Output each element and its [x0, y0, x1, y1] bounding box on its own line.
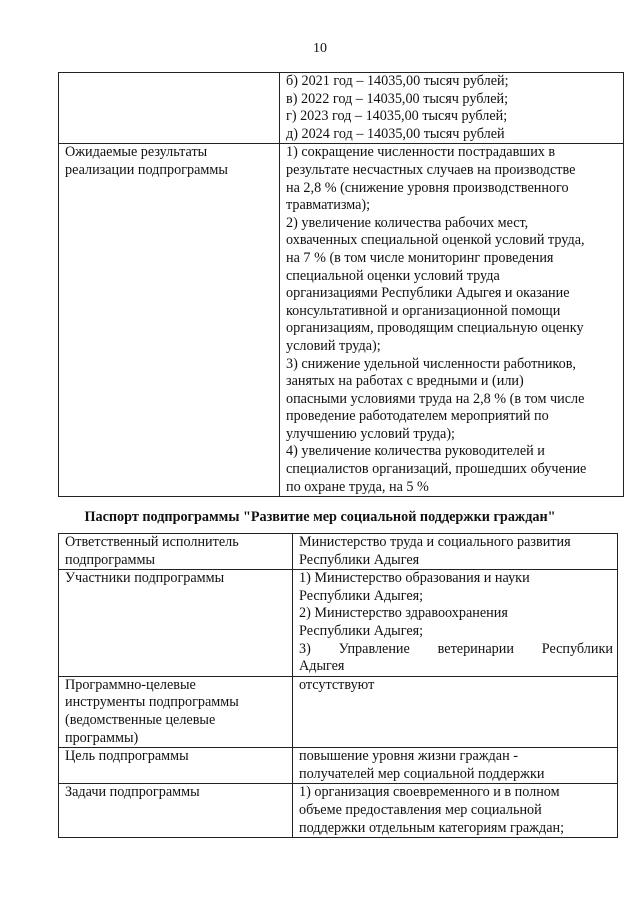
text-line: Министерство труда и социального развития — [299, 534, 571, 550]
text-line: консультативной и организационной помощи — [286, 302, 561, 319]
text-line: улучшению условий труда); — [286, 425, 455, 442]
tasks-value — [293, 784, 618, 838]
text-line: получателей мер социальной поддержки — [299, 765, 545, 782]
justified-text-line — [299, 641, 613, 659]
funding-by-year-cell — [280, 73, 624, 144]
goal-label — [59, 748, 293, 784]
goal-value — [293, 748, 618, 784]
participants-value — [293, 570, 618, 677]
text-line: условий труда); — [286, 337, 381, 354]
text-line: охваченных специальной оценкой условий труда, — [286, 232, 585, 249]
text-line: по охране труда, на 5 % — [286, 478, 429, 495]
text-line: 4) увеличение количества руководителей и — [286, 443, 545, 460]
text-line: инструменты подпрограммы — [65, 694, 239, 711]
table-row — [59, 570, 618, 677]
text-line: на 7 % (в том числе мониторинг проведения — [286, 249, 554, 266]
program-tools-value — [293, 676, 618, 747]
text-line: опасными условиями труда на 2,8 % (в том числе — [286, 390, 585, 407]
text-line: объеме предоставления мер социальной — [299, 801, 542, 818]
text-line: в) 2022 год – 14035,00 тысяч рублей; — [286, 90, 509, 107]
table-cell-label — [59, 73, 280, 144]
text-line: Ответственный исполнитель — [65, 534, 239, 550]
text-line: специальной оценки условий труда — [286, 267, 500, 284]
text-line: 1) сокращение численности пострадавших в — [286, 144, 556, 161]
table-row — [59, 144, 624, 497]
subprogram-passport-table — [58, 533, 618, 838]
text-line: Республики Адыгея — [299, 551, 420, 568]
program-tools-label — [59, 676, 293, 747]
text-line: 2) увеличение количества рабочих мест, — [286, 214, 529, 231]
text-line: Программно-целевые — [65, 676, 196, 693]
page-number: 10 — [313, 41, 327, 56]
text-line: б) 2021 год – 14035,00 тысяч рублей; — [286, 73, 509, 89]
table-row — [59, 534, 618, 570]
text-line: специалистов организаций, прошедших обучение — [286, 461, 587, 478]
word: ветеринарии — [437, 640, 514, 657]
text-line: на 2,8 % (снижение уровня производственного — [286, 179, 569, 196]
text-line: поддержки отдельным категориям граждан; — [299, 819, 565, 836]
text-line: 3) снижение удельной численности работников, — [286, 355, 576, 372]
text-line: отсутствуют — [299, 676, 375, 693]
responsible-executor-value — [293, 534, 618, 570]
word: 3) — [299, 640, 311, 657]
participants-label — [59, 570, 293, 677]
text-line: травматизма); — [286, 197, 371, 214]
text-line: Цель подпрограммы — [65, 748, 189, 765]
text-line: д) 2024 год – 14035,00 тысяч рублей — [286, 125, 505, 142]
text-line: Участники подпрограммы — [65, 570, 225, 587]
text-line: организациями Республики Адыгея и оказание — [286, 285, 570, 302]
table-row — [59, 676, 618, 747]
text-line: проведение работодателем мероприятий по — [286, 408, 549, 425]
text-line: подпрограммы — [65, 551, 155, 568]
text-line: 1) Министерство образования и науки — [299, 570, 530, 587]
expected-results-label — [59, 144, 280, 497]
text-line: 1) организация своевременного и в полном — [299, 784, 560, 801]
word: Республики — [541, 640, 613, 657]
tasks-label — [59, 784, 293, 838]
text-line: (ведомственные целевые — [65, 711, 216, 728]
funding-results-table — [58, 72, 624, 497]
text-line: г) 2023 год – 14035,00 тысяч рублей; — [286, 108, 508, 125]
responsible-executor-label — [59, 534, 293, 570]
text-line: реализации подпрограммы — [65, 161, 228, 178]
text-line: Республики Адыгея; — [299, 622, 424, 639]
text-line: Республики Адыгея; — [299, 587, 424, 604]
table-row — [59, 73, 624, 144]
section-heading: Паспорт подпрограммы "Развитие мер социальной поддержки граждан" — [84, 509, 556, 525]
word: Управление — [338, 640, 410, 657]
text-line: Адыгея — [299, 658, 345, 675]
text-line: программы) — [65, 729, 139, 746]
text-line: Ожидаемые результаты — [65, 144, 208, 161]
text-line: занятых на работах с вредными и (или) — [286, 373, 524, 390]
text-line: повышение уровня жизни граждан - — [299, 748, 518, 765]
text-line: результате несчастных случаев на производстве — [286, 161, 576, 178]
expected-results-value — [280, 144, 624, 497]
text-line: организациям, проводящим специальную оценку — [286, 320, 584, 337]
text-line: Задачи подпрограммы — [65, 784, 200, 801]
text-line: 2) Министерство здравоохранения — [299, 605, 508, 622]
table-row — [59, 784, 618, 838]
table-row — [59, 748, 618, 784]
